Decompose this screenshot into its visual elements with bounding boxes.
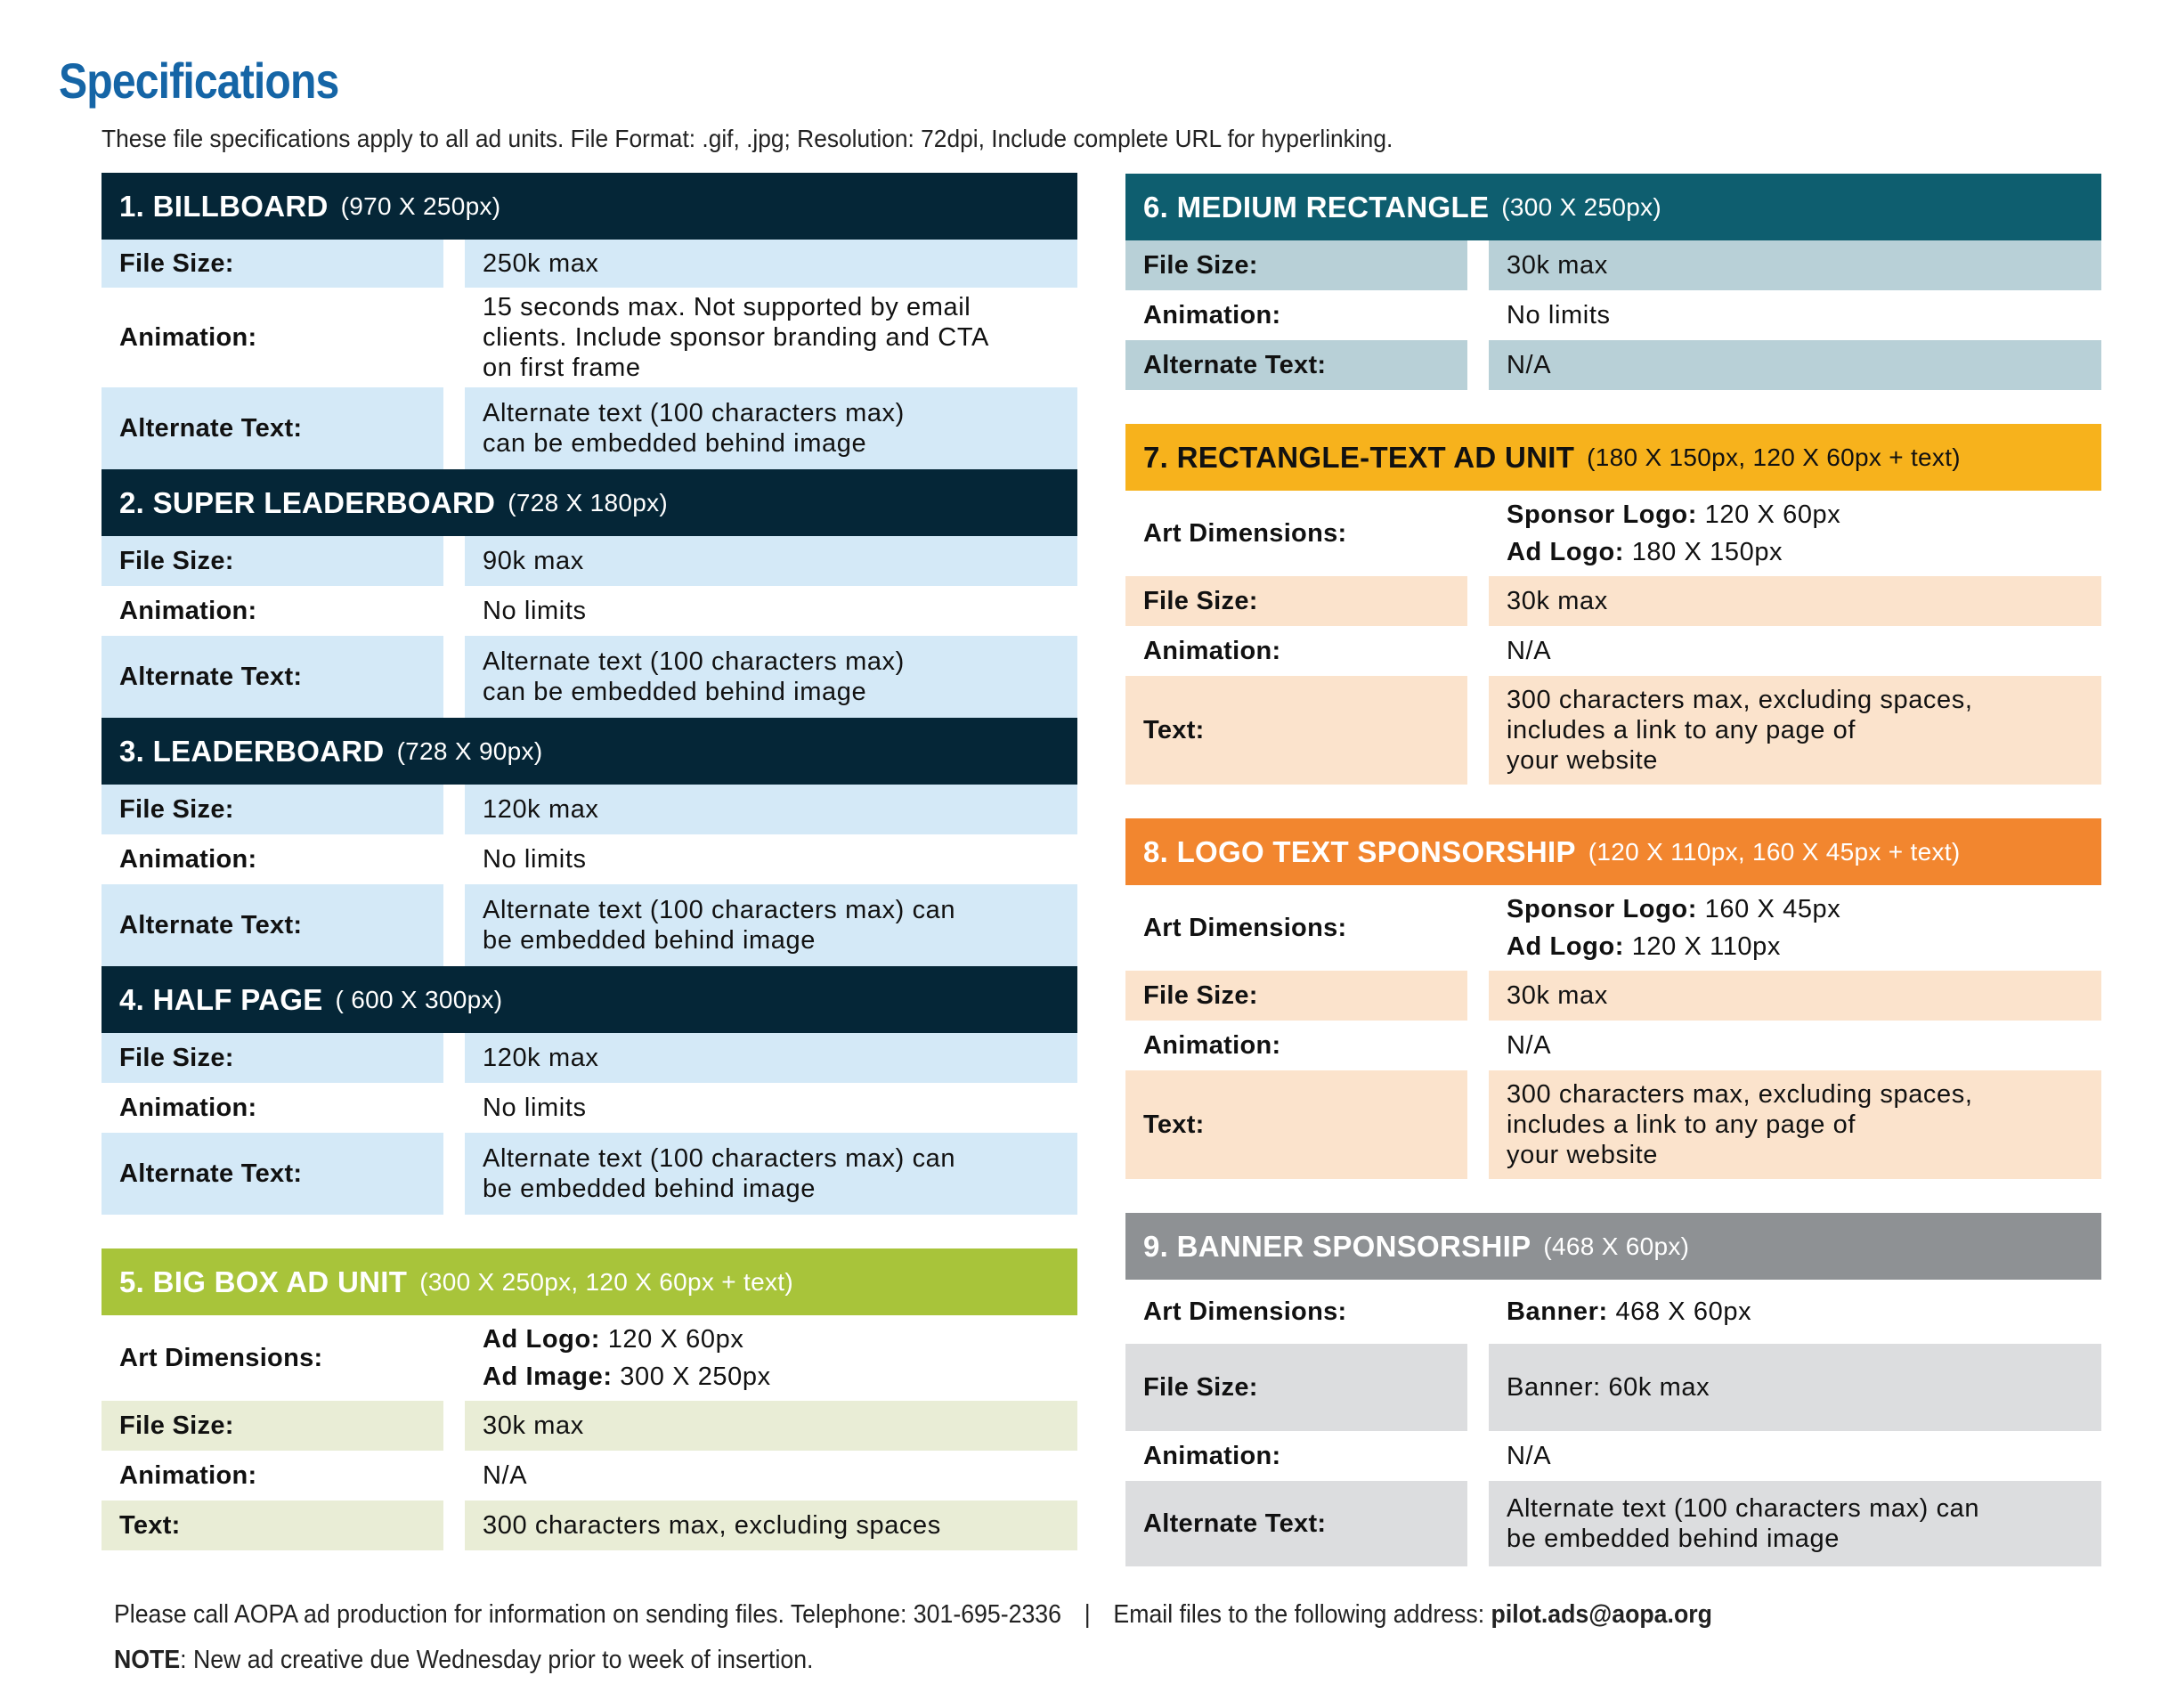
spec-gap	[1467, 626, 1489, 676]
spec-gap	[443, 586, 465, 636]
spec-value-text: 468 X 60px	[1607, 1297, 1752, 1326]
spec-label: Art Dimensions:	[1125, 885, 1467, 971]
spec-label: Alternate Text:	[1125, 340, 1467, 390]
spec-label: Alternate Text:	[102, 1133, 443, 1215]
section-dimensions: (468 X 60px)	[1543, 1232, 1690, 1260]
spec-gap	[443, 1033, 465, 1083]
spec-row	[1125, 676, 2101, 785]
spec-value	[465, 1401, 1077, 1451]
section-header	[102, 718, 1077, 785]
spec-value	[465, 1133, 1077, 1215]
spec-value-line: No limits	[483, 597, 587, 625]
section-medium-rectangle	[1125, 174, 2101, 390]
spec-value-line: N/A	[1507, 1442, 1552, 1470]
section-dimensions: (180 X 150px, 120 X 60px + text)	[1587, 443, 1961, 471]
spec-value-text: 120 X 60px	[600, 1325, 744, 1354]
spec-row	[102, 1451, 1077, 1501]
spec-value-key: Sponsor Logo:	[1507, 895, 1697, 923]
spec-label: Art Dimensions:	[102, 1315, 443, 1401]
spec-value-line: be embedded behind image	[483, 926, 816, 955]
spec-label: Text:	[102, 1501, 443, 1550]
spec-row	[1125, 340, 2101, 390]
spec-value-text: 120 X 60px	[1697, 500, 1841, 529]
spec-row	[102, 1315, 1077, 1401]
spec-value	[465, 536, 1077, 586]
spec-gap	[443, 1451, 465, 1501]
footer-note-text: : New ad creative due Wednesday prior to week of insertion.	[180, 1646, 814, 1674]
spec-value	[465, 636, 1077, 718]
section-title: 8. LOGO TEXT SPONSORSHIP	[1143, 834, 1576, 868]
intro-text: These file specifications apply to all ad units. File Format: .gif, .jpg; Resolution: 72dpi, Include complete URL for hyperlinking.	[102, 125, 1393, 152]
spec-label: Animation:	[102, 1083, 443, 1133]
footer-call-text: Please call AOPA ad production for information on sending files. Telephone: 301-695-2336	[114, 1600, 1061, 1629]
spec-gap	[1467, 491, 1489, 576]
spec-value-line: 120k max	[483, 1044, 599, 1072]
section-header	[1125, 1213, 2101, 1280]
spec-value-line: 300 characters max, excluding spaces	[483, 1511, 941, 1540]
spec-row	[102, 785, 1077, 834]
spec-value-line	[1507, 496, 2089, 533]
footer-separator: |	[1084, 1600, 1091, 1629]
section-spacer	[1125, 390, 2101, 424]
footer-email-prefix: Email files to the following address:	[1113, 1600, 1491, 1629]
spec-value-line	[483, 1321, 1065, 1358]
spec-value-key: Ad Image:	[483, 1362, 613, 1391]
spec-row	[1125, 1280, 2101, 1344]
spec-value	[1489, 1070, 2101, 1179]
section-header	[1125, 424, 2101, 491]
spec-row	[102, 387, 1077, 469]
spec-value	[1489, 290, 2101, 340]
footer-note-label: NOTE	[114, 1646, 181, 1674]
spec-gap	[1467, 240, 1489, 290]
spec-label: File Size:	[1125, 1344, 1467, 1431]
section-dimensions: ( 600 X 300px)	[335, 985, 503, 1013]
spec-label: File Size:	[102, 240, 443, 288]
spec-label: Alternate Text:	[1125, 1481, 1467, 1566]
spec-value-line: includes a link to any page of	[1507, 1110, 1856, 1139]
spec-value-line: Alternate text (100 characters max) can	[483, 896, 956, 924]
spec-row	[102, 1083, 1077, 1133]
spec-gap	[443, 1315, 465, 1401]
spec-gap	[1467, 1431, 1489, 1481]
section-header	[102, 173, 1077, 240]
spec-row	[102, 586, 1077, 636]
spec-value-line: No limits	[1507, 301, 1611, 329]
section-header	[1125, 174, 2101, 240]
spec-value-line: No limits	[483, 1094, 587, 1122]
section-dimensions: (300 X 250px)	[1501, 192, 1662, 221]
spec-label: Text:	[1125, 1070, 1467, 1179]
spec-label: File Size:	[102, 1033, 443, 1083]
spec-gap	[443, 240, 465, 288]
section-dimensions: (120 X 110px, 160 X 45px + text)	[1588, 837, 1961, 866]
section-billboard	[102, 173, 1077, 469]
spec-row	[102, 288, 1077, 387]
section-title: 6. MEDIUM RECTANGLE	[1143, 190, 1490, 224]
spec-value-line: clients. Include sponsor branding and CTA	[483, 323, 989, 352]
spec-value-text: 120 X 110px	[1624, 932, 1781, 961]
spec-value	[465, 884, 1077, 966]
section-logo-text	[1125, 818, 2101, 1179]
spec-row	[102, 1033, 1077, 1083]
spec-value	[465, 1451, 1077, 1501]
section-dimensions: (970 X 250px)	[340, 191, 501, 220]
spec-value	[465, 586, 1077, 636]
spec-value-line: includes a link to any page of	[1507, 716, 1856, 744]
spec-value	[1489, 1431, 2101, 1481]
spec-gap	[1467, 340, 1489, 390]
spec-value	[1489, 971, 2101, 1021]
spec-value-line: can be embedded behind image	[483, 429, 867, 458]
spec-value	[1489, 1481, 2101, 1566]
spec-value-text: 180 X 150px	[1624, 538, 1783, 566]
left-column	[102, 173, 1077, 1550]
spec-value	[465, 387, 1077, 469]
spec-gap	[443, 1133, 465, 1215]
spec-value-line	[483, 1358, 1065, 1395]
spec-value	[465, 1083, 1077, 1133]
page-title: Specifications	[59, 53, 339, 109]
spec-row	[102, 834, 1077, 884]
spec-value-key: Banner:	[1507, 1297, 1608, 1326]
spec-value	[1489, 1021, 2101, 1070]
spec-value-line	[1507, 891, 2089, 928]
spec-value	[1489, 240, 2101, 290]
spec-value-line: N/A	[1507, 1031, 1552, 1060]
spec-gap	[443, 1501, 465, 1550]
spec-value	[1489, 1344, 2101, 1431]
section-dimensions: (300 X 250px, 120 X 60px + text)	[419, 1267, 793, 1296]
spec-label: File Size:	[1125, 576, 1467, 626]
spec-gap	[1467, 576, 1489, 626]
section-header	[1125, 818, 2101, 885]
section-leaderboard	[102, 718, 1077, 966]
spec-value-text: 160 X 45px	[1697, 895, 1841, 923]
spec-value	[465, 1501, 1077, 1550]
spec-value-line: N/A	[483, 1461, 528, 1490]
right-column	[1125, 174, 2101, 1566]
spec-gap	[1467, 1070, 1489, 1179]
spec-gap	[1467, 885, 1489, 971]
spec-value	[1489, 491, 2101, 576]
spec-row	[1125, 626, 2101, 676]
spec-value	[465, 1033, 1077, 1083]
section-header	[102, 966, 1077, 1033]
spec-value-line: 30k max	[483, 1411, 584, 1440]
spec-value	[1489, 576, 2101, 626]
spec-gap	[1467, 676, 1489, 785]
section-title: 1. BILLBOARD	[119, 189, 329, 223]
footer-note	[114, 1646, 813, 1675]
spec-value	[1489, 340, 2101, 390]
spec-value-line: 30k max	[1507, 587, 1608, 615]
spec-value	[1489, 676, 2101, 785]
spec-value-text: 300 X 250px	[612, 1362, 771, 1391]
section-title: 2. SUPER LEADERBOARD	[119, 485, 496, 519]
spec-label: File Size:	[1125, 971, 1467, 1021]
spec-value-line: 15 seconds max. Not supported by email	[483, 293, 971, 321]
spec-label: File Size:	[102, 536, 443, 586]
spec-row	[1125, 1431, 2101, 1481]
spec-gap	[1467, 1021, 1489, 1070]
section-half-page	[102, 966, 1077, 1215]
spec-value-line: N/A	[1507, 637, 1552, 665]
spec-value-line: your website	[1507, 746, 1658, 775]
spec-label: Animation:	[102, 586, 443, 636]
spec-value-key: Sponsor Logo:	[1507, 500, 1697, 529]
spec-label: Art Dimensions:	[1125, 491, 1467, 576]
spec-value-line: No limits	[483, 845, 587, 874]
spec-value	[465, 785, 1077, 834]
spec-gap	[1467, 290, 1489, 340]
spec-value-line: be embedded behind image	[483, 1175, 816, 1203]
spec-value	[1489, 885, 2101, 971]
spec-label: Animation:	[1125, 626, 1467, 676]
spec-value-line: can be embedded behind image	[483, 678, 867, 706]
spec-gap	[443, 884, 465, 966]
spec-gap	[443, 387, 465, 469]
spec-label: Animation:	[102, 288, 443, 387]
spec-row	[1125, 290, 2101, 340]
spec-value-key: Ad Logo:	[1507, 932, 1625, 961]
footer-contact	[114, 1600, 1712, 1630]
section-spacer	[102, 1215, 1077, 1248]
spec-label: Alternate Text:	[102, 636, 443, 718]
spec-row	[102, 240, 1077, 288]
spec-gap	[1467, 1481, 1489, 1566]
spec-value-line: 90k max	[483, 547, 584, 575]
spec-value	[465, 240, 1077, 288]
section-header	[102, 469, 1077, 536]
spec-value	[465, 1315, 1077, 1401]
spec-gap	[443, 1401, 465, 1451]
spec-gap	[1467, 971, 1489, 1021]
spec-value-line: 300 characters max, excluding spaces,	[1507, 686, 1973, 714]
spec-row	[102, 1401, 1077, 1451]
section-super-leaderboard	[102, 469, 1077, 718]
spec-row	[102, 1133, 1077, 1215]
spec-value-key: Ad Logo:	[1507, 538, 1625, 566]
spec-label: File Size:	[1125, 240, 1467, 290]
spec-row	[1125, 576, 2101, 626]
spec-gap	[443, 1083, 465, 1133]
spec-value-line: your website	[1507, 1141, 1658, 1169]
spec-gap	[443, 636, 465, 718]
footer-email-link[interactable]: pilot.ads@aopa.org	[1491, 1600, 1712, 1629]
spec-row	[1125, 885, 2101, 971]
spec-value-line: N/A	[1507, 351, 1552, 379]
section-title: 5. BIG BOX AD UNIT	[119, 1265, 408, 1298]
section-big-box	[102, 1248, 1077, 1550]
spec-row	[102, 636, 1077, 718]
spec-value-line: be embedded behind image	[1507, 1525, 1840, 1553]
spec-gap	[443, 785, 465, 834]
spec-value	[1489, 626, 2101, 676]
spec-value	[465, 834, 1077, 884]
spec-value-line: Alternate text (100 characters max) can	[483, 1144, 956, 1173]
spec-row	[1125, 240, 2101, 290]
spec-value	[465, 288, 1077, 387]
spec-label: Text:	[1125, 676, 1467, 785]
spec-value-line: 120k max	[483, 795, 599, 824]
spec-label: Alternate Text:	[102, 387, 443, 469]
spec-row	[1125, 1481, 2101, 1566]
section-banner	[1125, 1213, 2101, 1566]
spec-row	[102, 884, 1077, 966]
spec-value-line: 30k max	[1507, 981, 1608, 1010]
spec-label: Animation:	[102, 1451, 443, 1501]
section-title: 4. HALF PAGE	[119, 982, 323, 1016]
spec-label: Alternate Text:	[102, 884, 443, 966]
spec-value-line: 30k max	[1507, 251, 1608, 280]
section-title: 9. BANNER SPONSORSHIP	[1143, 1229, 1531, 1263]
spec-value-line: on first frame	[483, 354, 641, 382]
spec-row	[1125, 1344, 2101, 1431]
spec-row	[1125, 1070, 2101, 1179]
spec-gap	[1467, 1344, 1489, 1431]
spec-value-line: Banner: 60k max	[1507, 1373, 1710, 1402]
spec-row	[1125, 1021, 2101, 1070]
section-dimensions: (728 X 180px)	[508, 488, 669, 516]
spec-gap	[443, 536, 465, 586]
spec-row	[102, 1501, 1077, 1550]
spec-value-line	[1507, 533, 2089, 571]
section-title: 7. RECTANGLE-TEXT AD UNIT	[1143, 440, 1575, 474]
spec-row	[1125, 971, 2101, 1021]
spec-gap	[443, 834, 465, 884]
section-header	[102, 1248, 1077, 1315]
spec-value-line: Alternate text (100 characters max)	[483, 399, 905, 427]
spec-label: Animation:	[1125, 1431, 1467, 1481]
section-rectangle-text	[1125, 424, 2101, 785]
spec-value	[1489, 1280, 2101, 1344]
spec-label: Animation:	[1125, 1021, 1467, 1070]
spec-gap	[443, 288, 465, 387]
spec-row	[102, 536, 1077, 586]
section-title: 3. LEADERBOARD	[119, 734, 385, 768]
spec-label: Animation:	[102, 834, 443, 884]
spec-label: File Size:	[102, 1401, 443, 1451]
spec-value-line: 250k max	[483, 249, 599, 278]
spec-value-line: Alternate text (100 characters max)	[483, 647, 905, 676]
spec-value-line: Alternate text (100 characters max) can	[1507, 1494, 1980, 1523]
spec-label: File Size:	[102, 785, 443, 834]
spec-value-line: 300 characters max, excluding spaces,	[1507, 1080, 1973, 1109]
spec-value-key: Ad Logo:	[483, 1325, 601, 1354]
section-spacer	[1125, 1179, 2101, 1213]
spec-label: Animation:	[1125, 290, 1467, 340]
spec-value-line	[1507, 928, 2089, 965]
section-spacer	[1125, 785, 2101, 818]
spec-row	[1125, 491, 2101, 576]
section-dimensions: (728 X 90px)	[396, 736, 543, 765]
spec-label: Art Dimensions:	[1125, 1280, 1467, 1344]
spec-value-line	[1507, 1293, 2089, 1330]
spec-gap	[1467, 1280, 1489, 1344]
